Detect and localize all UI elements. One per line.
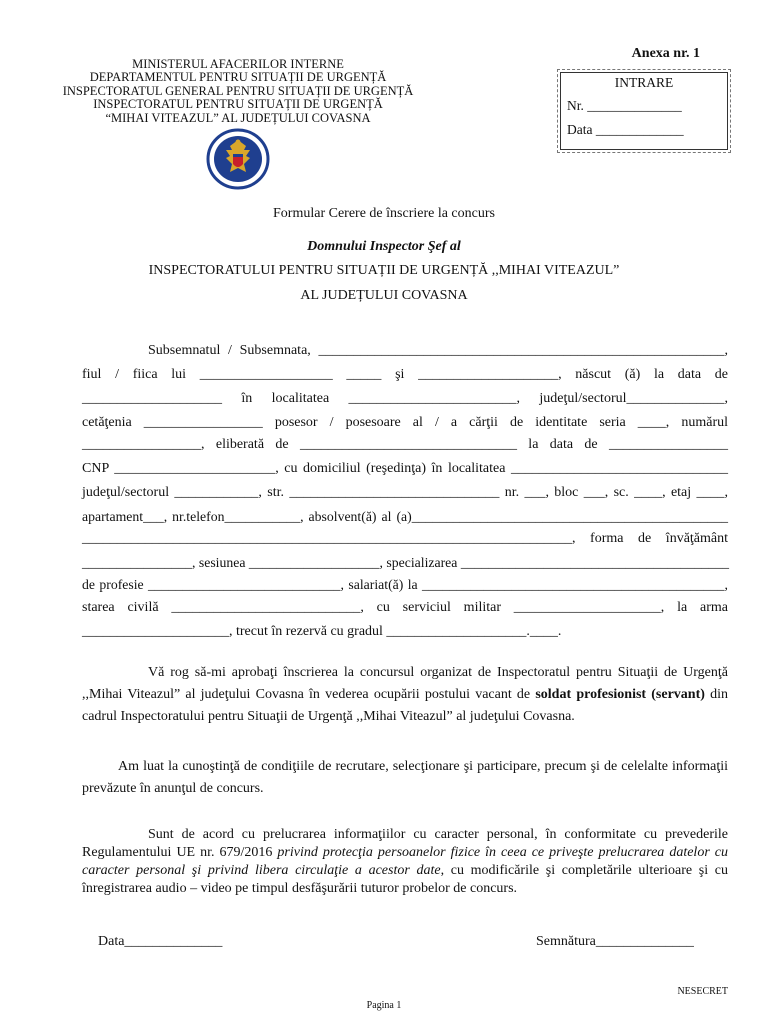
form-line-citizenship[interactable]: cetăţenia _________________ posesor / posesoare al / a cărţii de identitate seria ____, numărul <box>82 415 728 430</box>
form-line-parents[interactable]: fiul / fiica lui ___________________ _____ şi ____________________, născut (ă) la data de <box>82 367 728 382</box>
addressee-line-1: Domnului Inspector Şef al <box>307 239 461 254</box>
addressee-line-2: INSPECTORATULUI PENTRU SITUAȚII DE URGENȚĂ ,,MIHAI VITEAZUL” <box>148 263 620 278</box>
form-title: Formular Cerere de înscriere la concurs <box>273 206 495 221</box>
igsu-emblem-icon <box>206 128 270 190</box>
request-paragraph <box>82 662 728 728</box>
intake-date-field[interactable]: Data _____________ <box>567 122 684 137</box>
form-line-cnp[interactable]: CNP _______________________, cu domiciliul (reşedinţa) în localitatea _______________________________ <box>82 461 728 476</box>
consent-regulation-title: privind protecţia persoanelor fizice în ceea ce priveşte prelucrarea datelor cu caracter personal şi privind libera circulaţie a acestor date <box>82 845 728 878</box>
intake-title: INTRARE <box>614 75 674 90</box>
form-line-session[interactable]: ________________, sesiunea ___________________, specializarea _______________________________________ <box>82 555 729 570</box>
form-line-birthplace[interactable]: ____________________ în localitatea ________________________, judeţul/sectorul______________, <box>82 391 728 406</box>
consent-text-1: Sunt de acord cu prelucrarea informaţiilor cu caracter personal, în conformitate cu prevederile Regulamentului UE nr. 679/2016 <box>82 827 728 860</box>
date-signature-field[interactable]: Data______________ <box>98 934 223 949</box>
form-line-education[interactable]: ______________________________________________________________________, forma de învăţământ <box>82 531 728 546</box>
position-name: soldat profesionist (servant) <box>535 687 705 702</box>
addressee-line-3: AL JUDEȚULUI COVASNA <box>300 288 468 303</box>
institution-header <box>52 58 424 125</box>
header-line-1: MINISTERUL AFACERILOR INTERNE <box>132 57 344 71</box>
header-line-5: “MIHAI VITEAZUL” AL JUDEȚULUI COVASNA <box>105 110 371 125</box>
consent-paragraph <box>82 826 728 898</box>
acknowledgement-paragraph: Am luat la cunoştinţă de condiţiile de recrutare, selecţionare şi participare, precum şi de celelalte informaţii prevăzute în anunţul de concurs. <box>82 759 728 796</box>
header-line-3: INSPECTORATUL GENERAL PENTRU SITUAȚII DE URGENȚĂ <box>62 83 414 98</box>
consent-text-2: , cu modificările şi completările ulterioare şi cu înregistrarea audio – video pe timpul desfăşurării tuturor probelor de concurs. <box>82 863 728 896</box>
intake-number-field[interactable]: Nr. ______________ <box>567 98 682 113</box>
classification-label: NESECRET <box>677 986 728 997</box>
form-line-marital-military[interactable]: starea civilă ___________________________, cu serviciul militar _____________________, la arma <box>82 600 728 615</box>
form-line-id-issued[interactable]: _________________, eliberată de _______________________________ la data de _________________ <box>82 437 728 452</box>
header-line-2: DEPARTAMENTUL PENTRU SITUAȚII DE URGENȚĂ <box>89 70 387 85</box>
form-line-address[interactable]: judeţul/sectorul ____________, str. ______________________________ nr. ___, bloc ___, sc. ____, etaj ____, <box>82 485 728 500</box>
intake-registration-box <box>560 72 728 150</box>
annex-label: Anexa nr. 1 <box>631 46 700 61</box>
request-text-1: Vă rog să-mi aprobaţi înscrierea la concursul organizat de Inspectoratul pentru Situaţii de Urgenţă ,,Mihai Viteazul” al judeţului Covasna în vederea ocupării postului vacant de <box>82 665 728 702</box>
form-line-profession[interactable]: de profesie ____________________________, salariat(ă) la ____________________________________________, <box>82 577 728 592</box>
form-line-name[interactable]: Subsemnatul / Subsemnata, __________________________________________________________, <box>148 343 728 358</box>
request-text-2: din cadrul Inspectoratului pentru Situaţii de Urgenţă ,,Mihai Viteazul” al judeţului Covasna. <box>82 687 729 724</box>
header-line-4: INSPECTORATUL PENTRU SITUAȚII DE URGENȚĂ <box>93 97 383 112</box>
form-line-reserve-rank[interactable]: _____________________, trecut în rezervă cu gradul ____________________.____. <box>82 624 562 639</box>
signature-field[interactable]: Semnătura______________ <box>536 934 694 949</box>
form-line-apartment-phone[interactable]: apartament___, nr.telefon___________, absolvent(ă) al (a)______________________________________________ <box>82 509 728 524</box>
page-number: Pagina 1 <box>366 1000 402 1011</box>
